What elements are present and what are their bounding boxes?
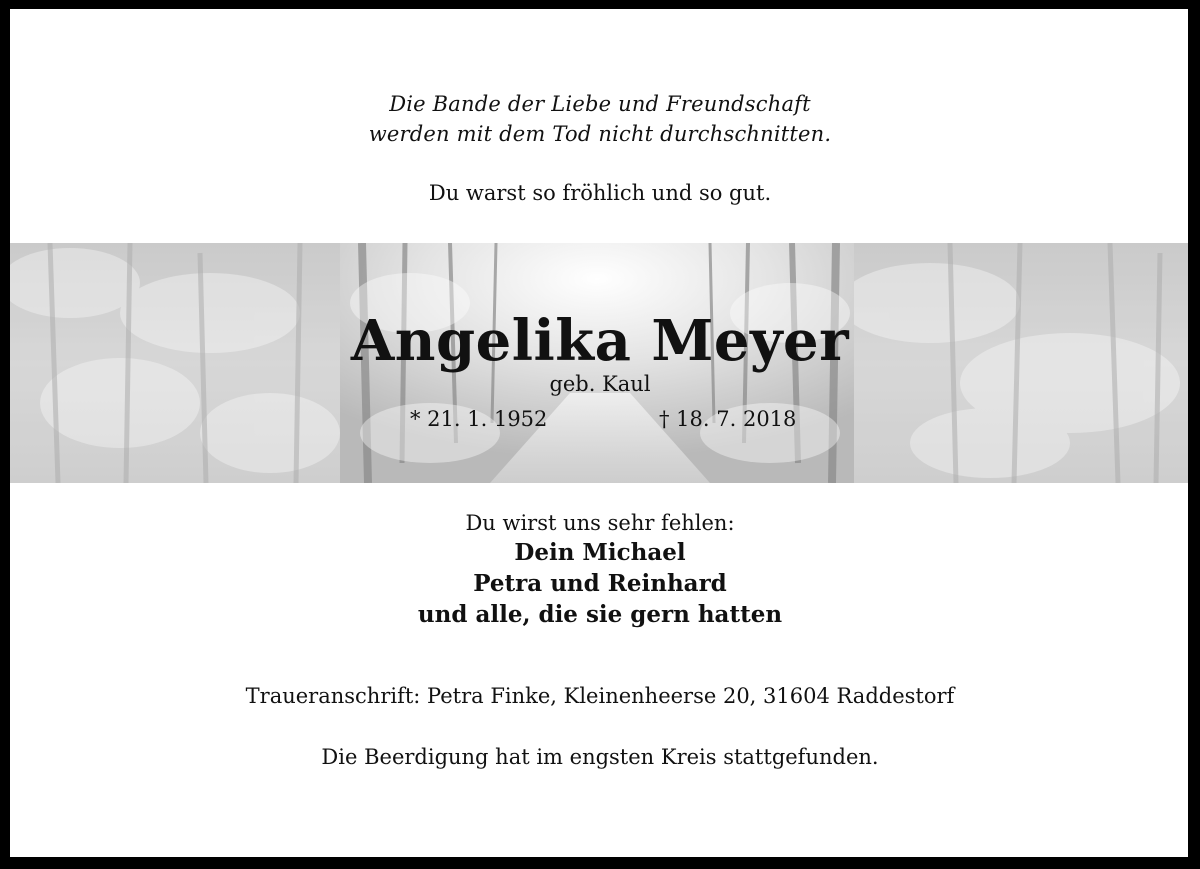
mourner-2: Petra und Reinhard [473,570,727,597]
motto-line-2: werden mit dem Tod nicht durchschnitten. [368,122,832,146]
death-date: † 18. 7. 2018 [659,407,797,431]
birth-date: * 21. 1. 1952 [410,407,548,431]
miss-line: Du wirst uns sehr fehlen: [465,511,735,535]
mourner-3: und alle, die sie gern hatten [417,601,783,628]
tribute-line: Du warst so fröhlich und so gut. [428,181,772,205]
burial-note: Die Beerdigung hat im engsten Kreis stattgefunden. [321,745,879,769]
mourning-address: Traueranschrift: Petra Finke, Kleinenheerse 20, 31604 Raddestorf [245,684,955,708]
mourner-1: Dein Michael [514,539,686,566]
maiden-name: geb. Kaul [549,372,651,396]
deceased-name: Angelika Meyer [350,308,850,374]
motto [0,89,1200,149]
motto-line-1: Die Bande der Liebe und Freundschaft [389,92,811,116]
